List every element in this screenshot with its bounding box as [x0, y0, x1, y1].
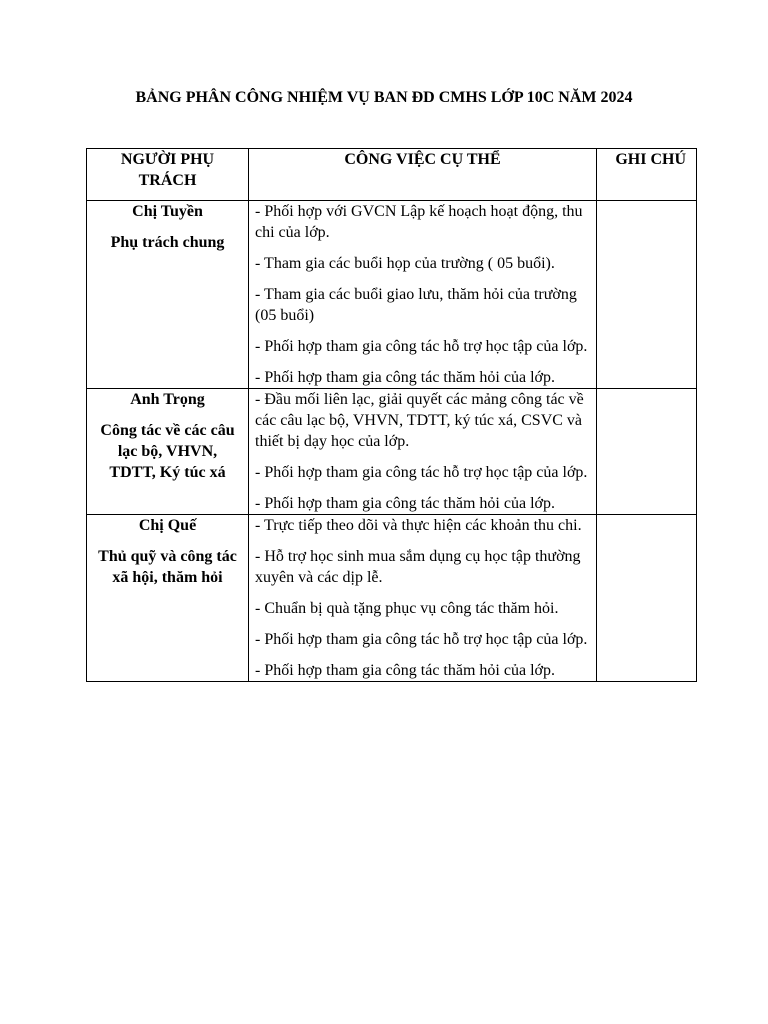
- person-name: Chị Quế: [138, 517, 197, 534]
- task-item: - Phối hợp tham gia công tác hỗ trợ học tập của lớp.: [255, 464, 588, 481]
- header-notes: GHI CHÚ: [597, 149, 697, 201]
- table-row: [87, 389, 697, 515]
- task-item: - Hỗ trợ học sinh mua sắm dụng cụ học tập thường xuyên và các dịp lễ.: [255, 548, 581, 586]
- tasks-cell: [249, 201, 597, 389]
- task-item: - Trực tiếp theo dõi và thực hiện các khoản thu chi.: [255, 517, 582, 534]
- note-cell: [597, 389, 697, 515]
- table-row: [87, 201, 697, 389]
- person-role: Thủ quỹ và công tác xã hội, thăm hỏi: [98, 548, 237, 586]
- header-tasks: CÔNG VIỆC CỤ THỂ: [249, 149, 597, 201]
- table-header-row: [87, 149, 697, 201]
- table-row: [87, 515, 697, 682]
- task-item: - Phối hợp tham gia công tác thăm hỏi của lớp.: [255, 662, 555, 679]
- person-cell: [87, 515, 249, 682]
- task-item: - Đầu mối liên lạc, giải quyết các mảng công tác về các câu lạc bộ, VHVN, TDTT, ký túc xá, CSVC và thiết bị dạy học của lớp.: [255, 391, 584, 450]
- person-cell: [87, 389, 249, 515]
- task-item: - Phối hợp với GVCN Lập kế hoạch hoạt động, thu chi của lớp.: [255, 203, 583, 241]
- task-item: - Phối hợp tham gia công tác hỗ trợ học tập của lớp.: [255, 631, 588, 648]
- person-role: Công tác về các câu lạc bộ, VHVN, TDTT, Ký túc xá: [100, 422, 235, 481]
- note-cell: [597, 515, 697, 682]
- person-cell: [87, 201, 249, 389]
- tasks-cell: [249, 515, 597, 682]
- document-title: BẢNG PHÂN CÔNG NHIỆM VỤ BAN ĐD CMHS LỚP 10C NĂM 2024: [135, 89, 633, 106]
- person-role: Phụ trách chung: [110, 234, 225, 251]
- header-person: NGƯỜI PHỤ TRÁCH: [87, 149, 249, 201]
- tasks-cell: [249, 389, 597, 515]
- note-cell: [597, 201, 697, 389]
- person-name: Chị Tuyền: [132, 203, 203, 220]
- task-item: - Tham gia các buổi họp của trường ( 05 buổi).: [255, 255, 555, 272]
- assignment-table: [86, 148, 697, 682]
- person-name: Anh Trọng: [130, 391, 205, 408]
- task-item: - Phối hợp tham gia công tác hỗ trợ học tập của lớp.: [255, 338, 588, 355]
- task-item: - Phối hợp tham gia công tác thăm hỏi của lớp.: [255, 495, 555, 512]
- task-item: - Chuẩn bị quà tặng phục vụ công tác thăm hỏi.: [255, 600, 559, 617]
- task-item: - Phối hợp tham gia công tác thăm hỏi của lớp.: [255, 369, 555, 386]
- task-item: - Tham gia các buổi giao lưu, thăm hỏi của trường (05 buổi): [255, 286, 577, 324]
